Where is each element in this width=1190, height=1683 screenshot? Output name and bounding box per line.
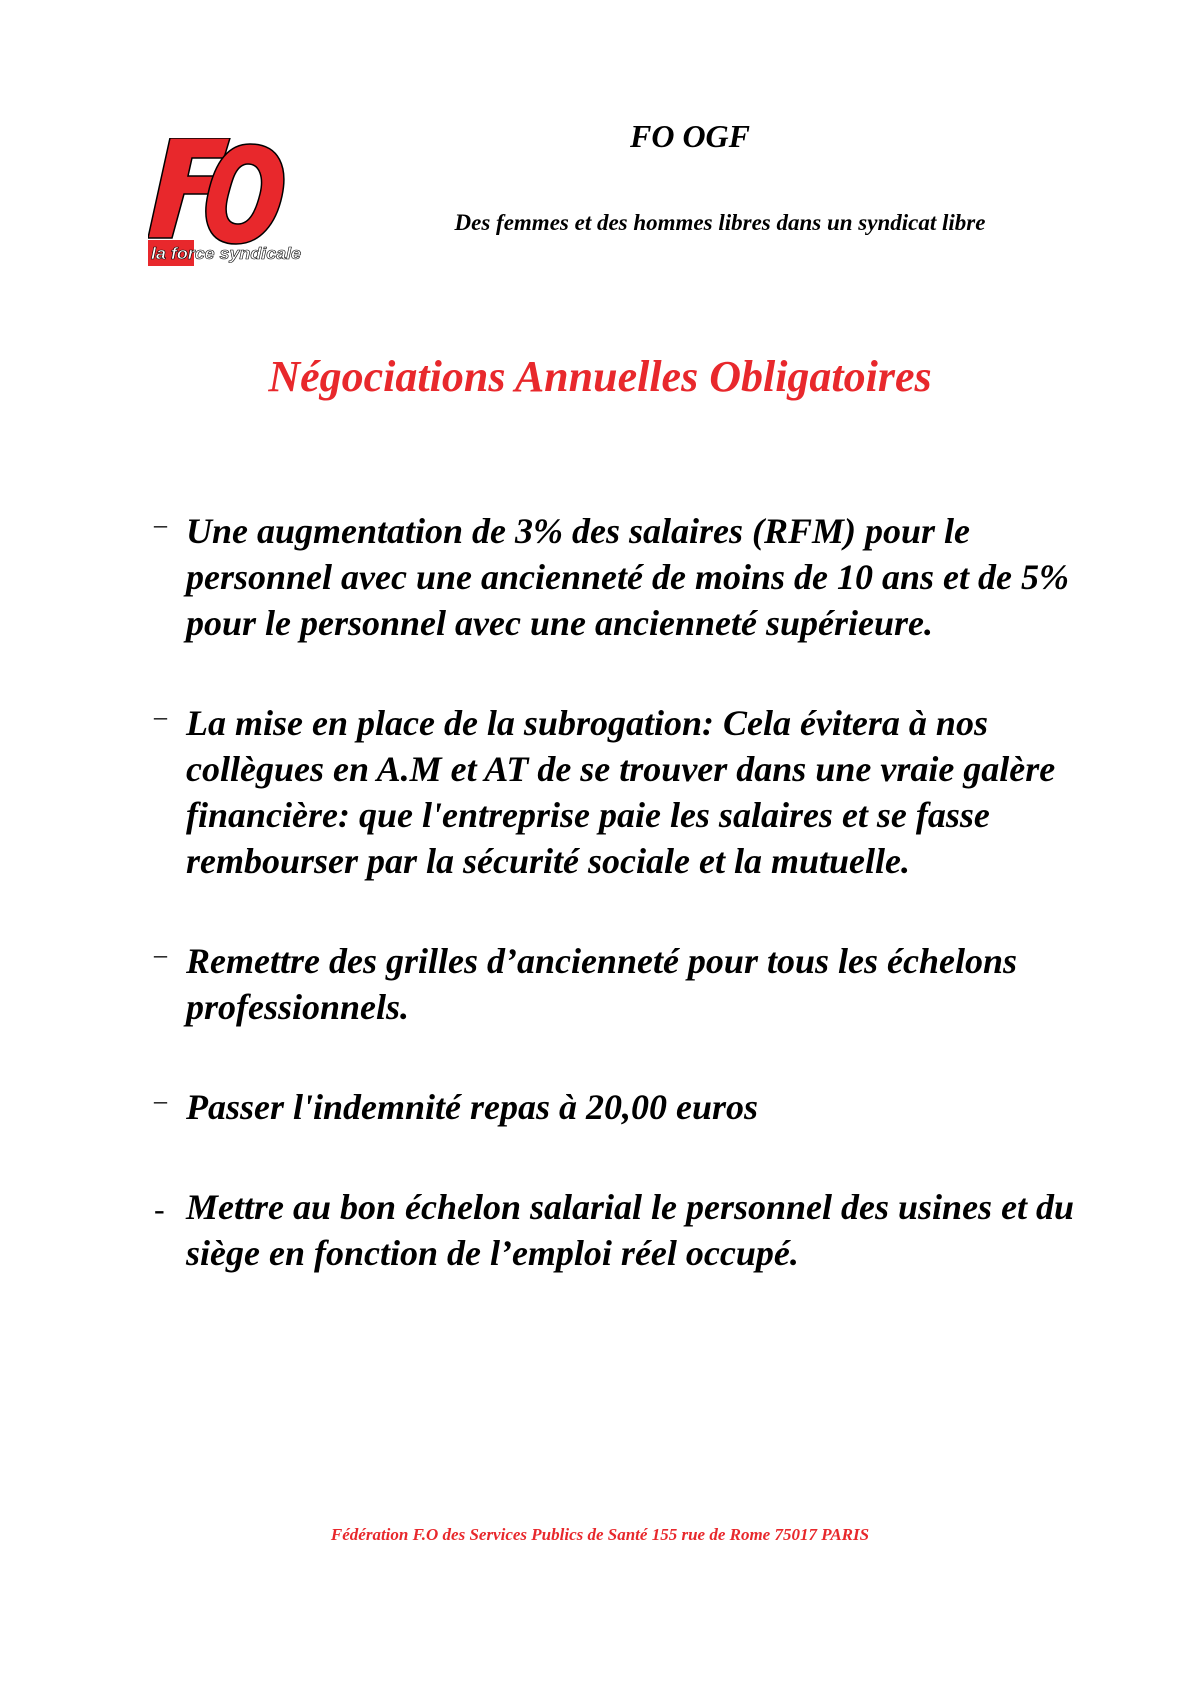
motto: Des femmes et des hommes libres dans un syndicat libre — [454, 210, 986, 235]
bullet-dash: – — [154, 702, 167, 731]
bullet-dash: – — [154, 940, 167, 969]
bullet-dash: – — [154, 510, 167, 539]
demand-text: Remettre des grilles d’ancienneté pour tous les échelons professionnels. — [186, 941, 1017, 1027]
demand-text: Mettre au bon échelon salarial le personnel des usines et du siège en fonction de l’emploi réel occupé. — [186, 1187, 1075, 1273]
bullet-dash: - — [154, 1191, 165, 1227]
logo-tagline: la force syndicale — [151, 244, 301, 263]
demand-item — [150, 700, 1110, 884]
fo-logo-graphic — [148, 138, 304, 274]
document-title: Négociations Annuelles Obligatoires — [268, 352, 932, 401]
demand-text: Passer l'indemnité repas à 20,00 euros — [186, 1087, 759, 1127]
logo-letter-o — [206, 144, 284, 244]
demands-list — [150, 508, 1110, 1330]
demand-item — [150, 938, 1110, 1030]
demand-text: La mise en place de la subrogation: Cela évitera à nos collègues en A.M et AT de se trouver dans une vraie galère financière: que l'entreprise paie les salaires et se fasse rembourser par la sécurité sociale et la mutuelle. — [186, 703, 1056, 881]
footer-address: Fédération F.O des Services Publics de Santé 155 rue de Rome 75017 PARIS — [330, 1525, 870, 1544]
fo-logo — [148, 138, 304, 274]
bullet-dash: – — [154, 1086, 167, 1115]
demand-text: Une augmentation de 3% des salaires (RFM) pour le personnel avec une ancienneté de moins de 10 ans et de 5% pour le personnel avec une ancienneté supérieure. — [186, 511, 1069, 643]
demand-item — [150, 1184, 1110, 1276]
demand-item — [150, 508, 1110, 646]
demand-item — [150, 1084, 1110, 1130]
org-name: FO OGF — [629, 118, 750, 154]
